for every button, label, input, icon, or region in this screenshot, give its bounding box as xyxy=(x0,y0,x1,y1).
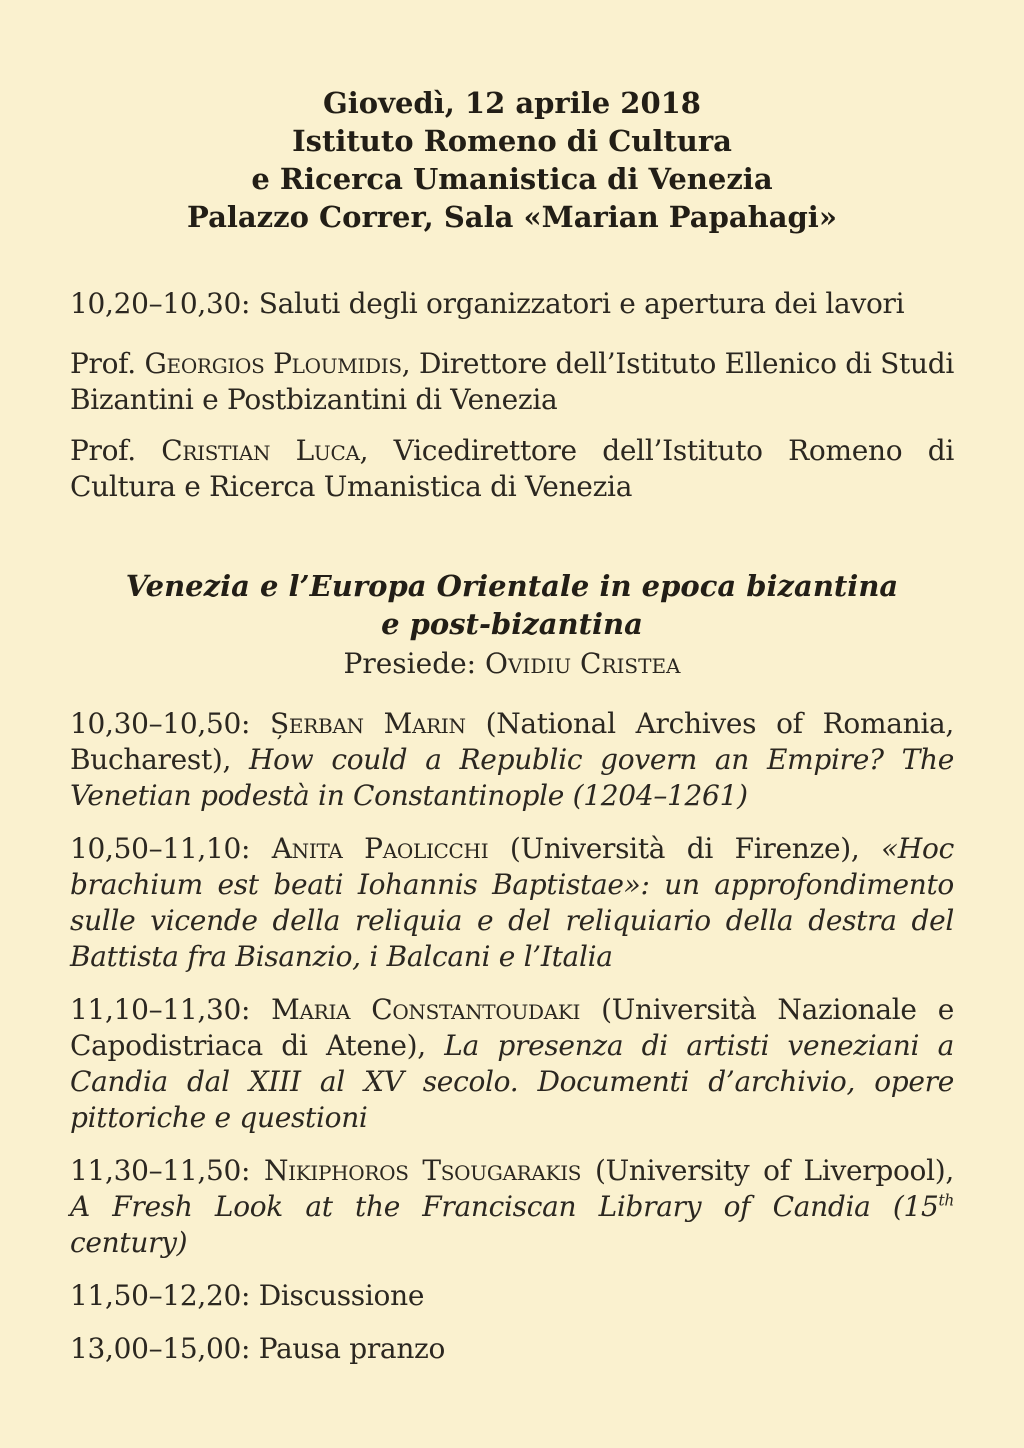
text-run: La presenza di artisti veneziani a Candia dal XIII al XV secolo. Documenti d’archivio, opere pittoriche e questioni xyxy=(70,1029,954,1134)
text-run: 11,10–11,30: xyxy=(70,993,272,1026)
talk-item-4 xyxy=(70,1153,954,1261)
text-run: 10,50–11,10: xyxy=(70,832,272,865)
session-title-line-1: Venezia e l’Europa Orientale in epoca bizantina xyxy=(125,569,899,603)
text-run: (Università Nazionale e Capodistriaca di Atene), xyxy=(70,993,954,1062)
session-block xyxy=(70,567,954,1367)
text-run: 10,20–10,30: Saluti degli organizzatori e apertura dei lavori xyxy=(70,287,905,320)
welcome-speaker-1 xyxy=(70,346,954,418)
text-run: A Fresh Look at the Franciscan Library of Candia (15 xyxy=(70,1190,939,1223)
opening-block xyxy=(70,286,954,505)
text-run: 13,00–15,00: Pausa pranzo xyxy=(70,1332,446,1365)
event-header xyxy=(70,84,954,236)
institution-name-line-1: Istituto Romeno di Cultura xyxy=(292,124,732,158)
text-run: , Direttore dell’Istituto Ellenico di Studi Bizantini e Postbizantini di Venezia xyxy=(70,347,954,416)
text-run: 11,50–12,20: Discussione xyxy=(70,1279,425,1312)
text-run: Georgios Ploumidis xyxy=(144,347,402,380)
text-run: (University of Liverpool), xyxy=(581,1154,954,1187)
discussion-item xyxy=(70,1278,954,1314)
text-run: «Hoc brachium est beati Iohannis Baptistae»: un approfondimento sulle vicende della reliquia e del reliquiario della destra del Battista fra Bisanzio, i Balcani e l’Italia xyxy=(70,832,954,973)
text-run: (National Archives of Romania, Bucharest), xyxy=(70,707,954,776)
text-run: Șerban Marin xyxy=(270,707,466,740)
talk-item-3 xyxy=(70,992,954,1136)
text-run: Presiede: xyxy=(343,647,486,680)
welcome-speaker-2 xyxy=(70,433,954,505)
talk-item-2 xyxy=(70,831,954,975)
text-run: Anita Paolicchi xyxy=(271,832,489,865)
text-run: Prof. xyxy=(70,347,145,380)
text-run: Prof. xyxy=(70,434,162,467)
text-run: Nikiphoros Tsougarakis xyxy=(263,1154,582,1187)
event-date: Giovedì, 12 aprile 2018 xyxy=(322,86,701,120)
text-run: century) xyxy=(70,1226,188,1259)
text-run: Cristian Luca xyxy=(161,434,360,467)
text-run: 10,30–10,50: xyxy=(70,707,271,740)
venue-line: Palazzo Correr, Sala «Marian Papahagi» xyxy=(187,200,837,234)
text-run: (Università di Firenze), xyxy=(488,832,882,865)
lunch-break-item xyxy=(70,1331,954,1367)
opening-remarks-item xyxy=(70,286,954,322)
text-run: 11,30–11,50: xyxy=(70,1154,264,1187)
text-run: th xyxy=(938,1191,954,1210)
text-run: How could a Republic govern an Empire? The Venetian podestà in Constantinople (1204–1261) xyxy=(70,743,954,812)
institution-name-line-2: e Ricerca Umanistica di Venezia xyxy=(251,162,773,196)
text-run: Ovidiu Cristea xyxy=(485,647,681,680)
session-chair xyxy=(70,646,954,682)
session-title-line-2: e post-bizantina xyxy=(381,607,643,641)
talk-item-1 xyxy=(70,706,954,814)
text-run: Maria Constantoudaki xyxy=(271,993,581,1026)
text-run: , Vicedirettore dell’Istituto Romeno di Cultura e Ricerca Umanistica di Venezia xyxy=(70,434,955,503)
